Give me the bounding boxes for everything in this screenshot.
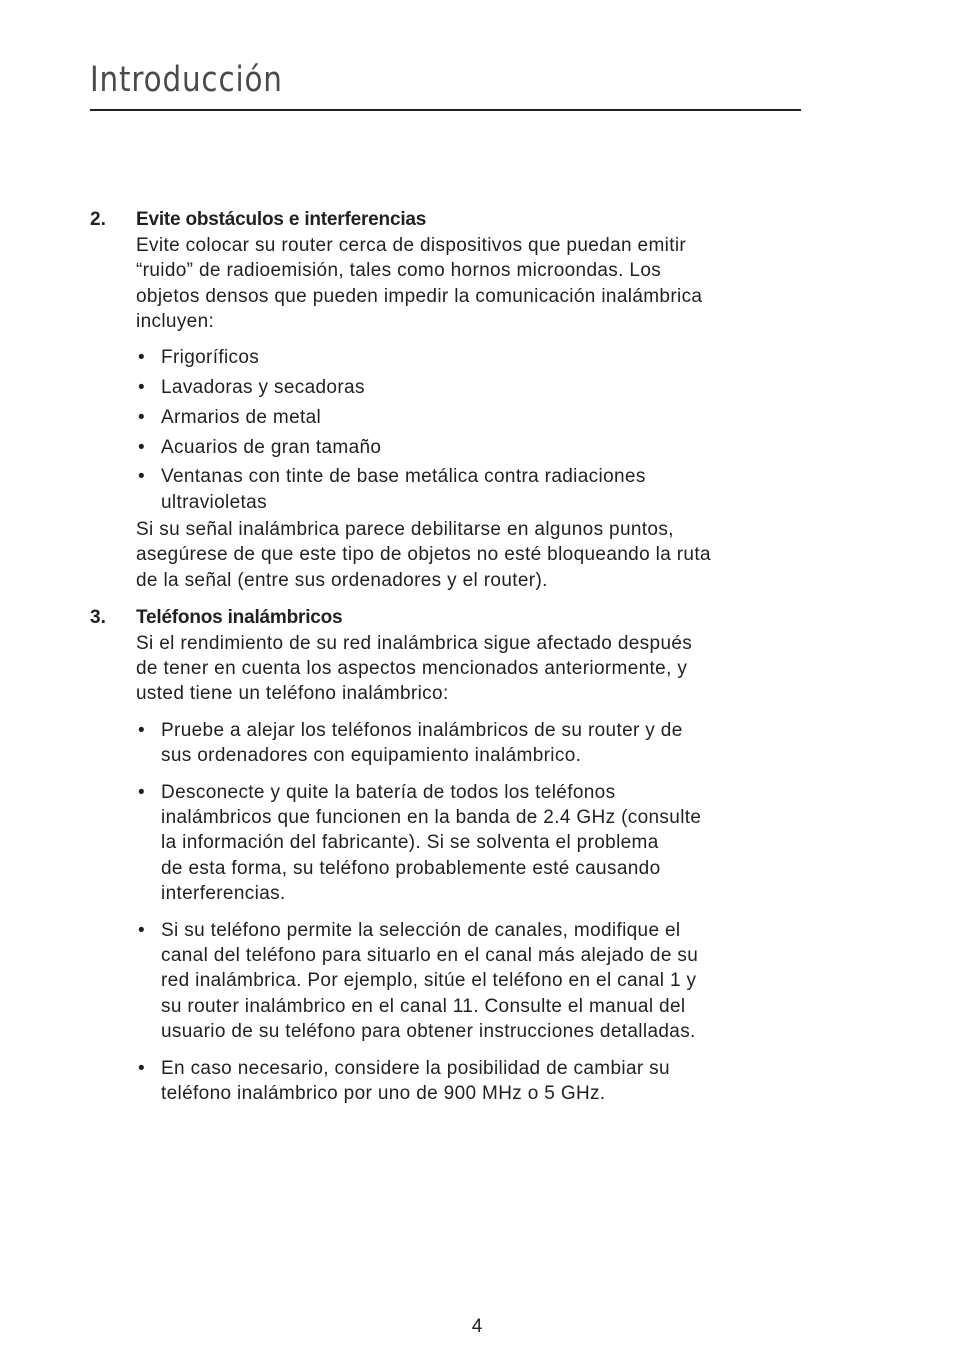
bullet-icon: • [138, 376, 146, 398]
section-heading: Evite obstáculos e interferencias [136, 209, 427, 230]
list-item-text: Acuarios de gran tamaño [161, 436, 382, 458]
list-item [136, 464, 810, 515]
page-number: 4 [471, 1316, 483, 1337]
section-heading: Teléfonos inalámbricos [136, 606, 343, 628]
list-item [136, 1056, 810, 1107]
bullet-icon: • [138, 466, 146, 488]
page-title: Introducción [90, 60, 283, 100]
section-obstacles [90, 207, 810, 593]
list-item-text: Ventanas con tinte de base metálica contra radiaciones ultravioletas [161, 466, 646, 513]
list-item-text: Si su teléfono permite la selección de canales, modifique el canal del teléfono para situarlo en el canal más alejado de su red inalámbrica. Por ejemplo, sitúe el teléfono en el canal 1 y su router inalámbrico en el canal 11. Consulte el manual del usuario de su teléfono para obtener instrucciones detalladas. [161, 919, 699, 1043]
list-item-text: Lavadoras y secadoras [161, 376, 365, 398]
list-item-text: Armarios de metal [161, 406, 322, 428]
section-number: 3. [90, 606, 106, 628]
list-item [136, 918, 810, 1044]
section-cordless-phones [90, 605, 810, 1107]
list-item-text: En caso necesario, considere la posibilidad de cambiar su teléfono inalámbrico por uno de 900 MHz o 5 GHz. [161, 1057, 670, 1105]
section-number: 2. [90, 209, 106, 230]
bullet-icon: • [138, 436, 146, 458]
list-item [136, 780, 810, 906]
page-content [90, 207, 810, 1118]
bullet-icon: • [138, 347, 146, 369]
bullet-list [136, 718, 810, 1107]
list-item [136, 718, 810, 769]
bullet-icon: • [138, 781, 146, 803]
list-item-text: Frigoríficos [161, 347, 260, 369]
list-item [136, 435, 810, 460]
section-outro: Si su señal inalámbrica parece debilitarse en algunos puntos, asegúrese de que este tipo de objetos no esté bloqueando la ruta de la señal (entre sus ordenadores y el router). [136, 518, 711, 591]
bullet-icon: • [138, 719, 146, 741]
bullet-icon: • [138, 406, 146, 428]
section-intro: Evite colocar su router cerca de dispositivos que puedan emitir “ruido” de radioemisión, tales como hornos microondas. Los objetos densos que pueden impedir la comunicación inalámbrica incluyen: [136, 235, 703, 332]
title-divider [90, 109, 801, 111]
bullet-icon: • [138, 1057, 146, 1079]
bullet-list [136, 345, 810, 515]
list-item [136, 375, 810, 400]
list-item-text: Pruebe a alejar los teléfonos inalámbricos de su router y de sus ordenadores con equipamiento inalámbrico. [161, 719, 683, 767]
list-item [136, 405, 810, 430]
bullet-icon: • [138, 919, 146, 941]
list-item-text: Desconecte y quite la batería de todos los teléfonos inalámbricos que funcionen en la banda de 2.4 GHz (consulte la información del fabricante). Si se solventa el problema de esta forma, su teléfono probablemente esté causando interferencias. [161, 781, 702, 905]
list-item [136, 345, 810, 370]
section-intro: Si el rendimiento de su red inalámbrica sigue afectado después de tener en cuenta los aspectos mencionados anteriormente, y usted tiene un teléfono inalámbrico: [136, 632, 693, 705]
